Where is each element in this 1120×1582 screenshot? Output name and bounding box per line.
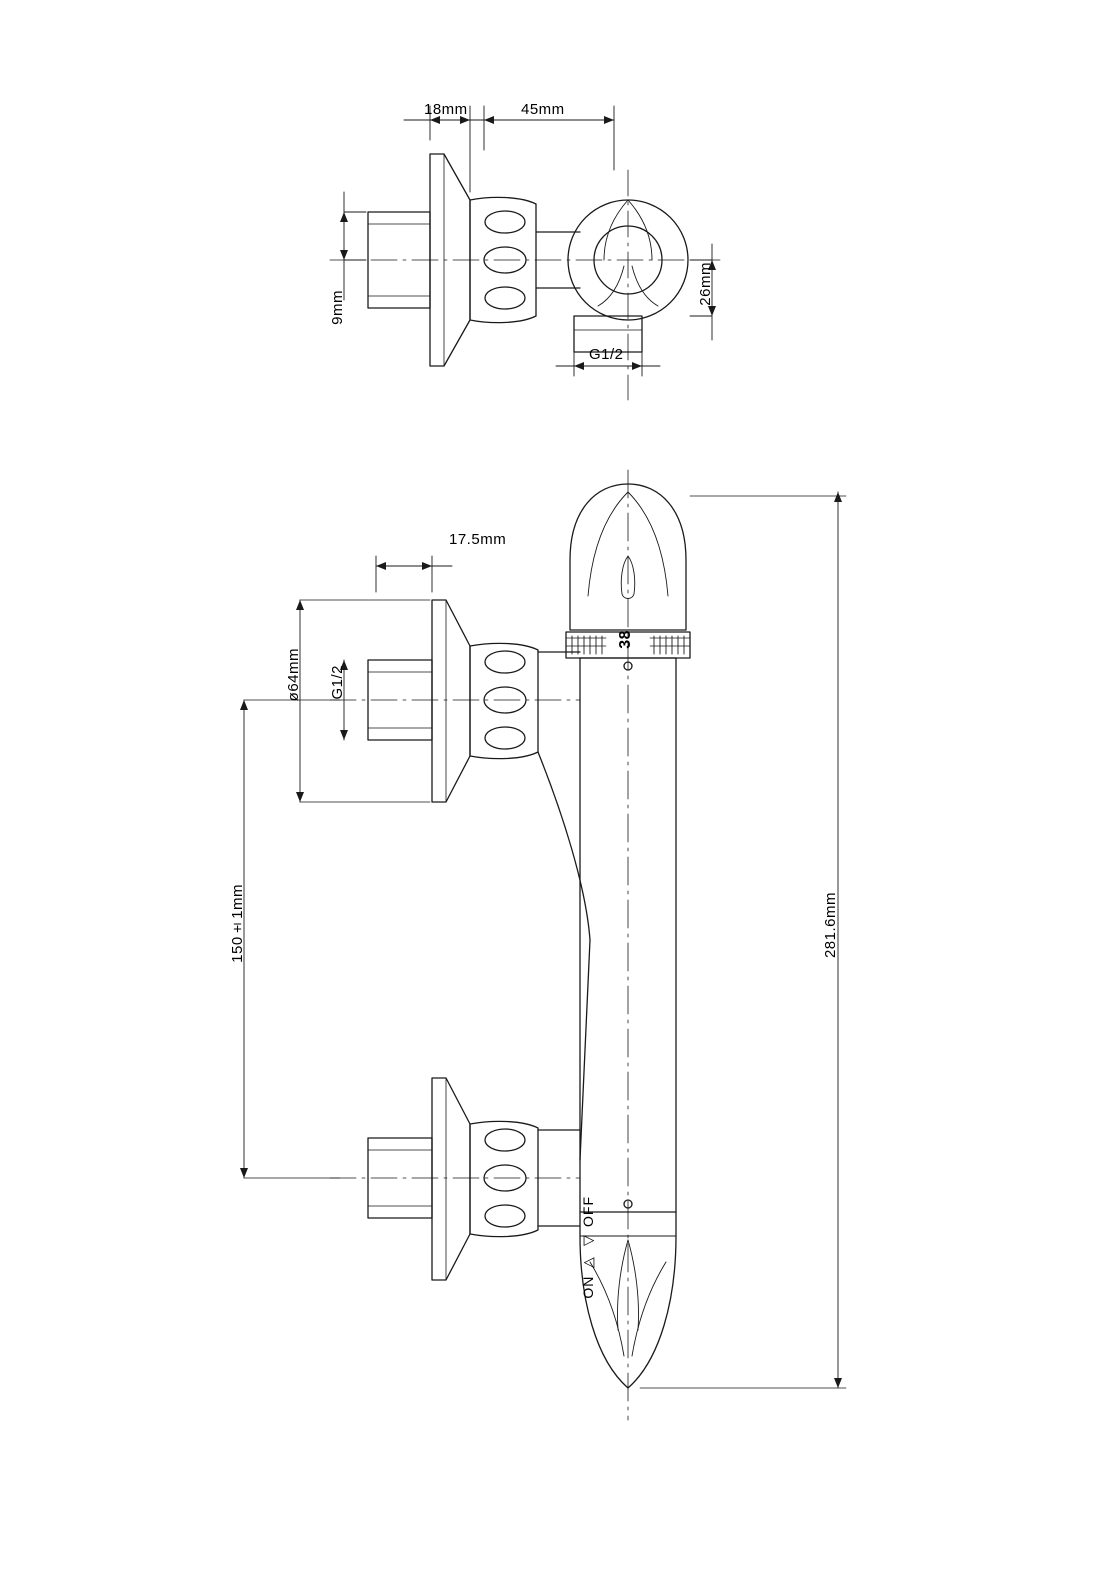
dimension-label-281-6mm: 281.6mm — [822, 892, 839, 959]
dimension-label-150mm: 150±1mm — [229, 884, 246, 963]
front-view-dimension-lines — [240, 492, 846, 1388]
marking-label-on-off: ON ▷ ◁ OFF — [580, 1196, 596, 1299]
top-view-dimension-lines — [340, 106, 716, 376]
dimension-label-18mm: 18mm — [424, 101, 468, 118]
dimension-label-g12-top: G1/2 — [589, 346, 624, 363]
dimension-label-9mm: 9mm — [329, 290, 346, 325]
top-view-geometry — [330, 154, 720, 400]
marking-label-38: 38 — [617, 630, 634, 649]
dimension-label-17-5mm: 17.5mm — [449, 531, 507, 548]
dimension-label-26mm: 26mm — [697, 262, 714, 306]
dimension-label-45mm: 45mm — [521, 101, 565, 118]
dimension-label-g12-front: G1/2 — [329, 665, 346, 700]
front-view-geometry — [330, 470, 690, 1420]
dimension-label-diameter-64mm: ø64mm — [285, 648, 302, 702]
